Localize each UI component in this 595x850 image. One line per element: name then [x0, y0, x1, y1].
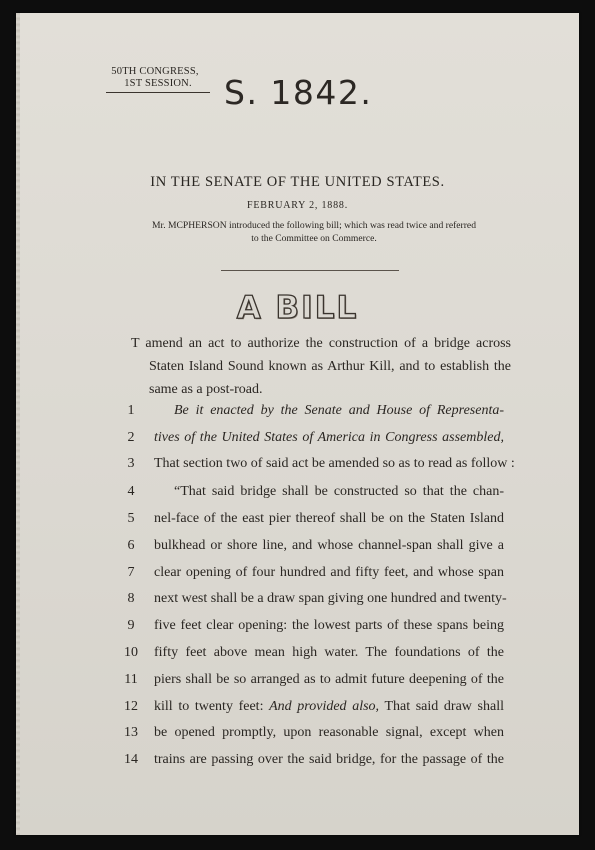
line-text-plain: kill to twenty feet: [154, 699, 270, 714]
line-text-italic: And provided also, [269, 699, 380, 714]
bill-heading: A BILL [236, 290, 359, 326]
bill-date: FEBRUARY 2, 1888. [246, 200, 349, 211]
document-page [16, 13, 579, 835]
bill-line [116, 725, 516, 745]
line-text: clear opening of four hundred and fifty feet, and whose span [154, 565, 504, 580]
divider-rule [221, 270, 399, 271]
line-text: piers shall be so arranged as to admit future deepening of the [154, 672, 504, 687]
line-number: 2 [127, 430, 135, 445]
line-number: 7 [127, 565, 135, 580]
line-number: 13 [124, 725, 138, 740]
line-text: fifty feet above mean high water. The foundations of the [154, 645, 504, 660]
line-number: 5 [127, 511, 135, 526]
line-number: 10 [124, 645, 138, 660]
line-text-plain: That said draw shall [379, 699, 505, 714]
bill-line [116, 484, 516, 504]
line-number: 6 [127, 538, 135, 553]
bill-line [116, 752, 516, 772]
bill-line [116, 403, 516, 423]
bill-title [131, 332, 511, 401]
bill-title-line: T amend an act to authorize the construction of a bridge across [131, 336, 511, 351]
line-text: nel-face of the east pier thereof shall be on the Staten Island [154, 511, 504, 526]
bill-line [116, 538, 516, 558]
line-text: trains are passing over the said bridge, for the passage of the [154, 752, 504, 767]
line-text: bulkhead or shore line, and whose channel-span shall give a [154, 538, 504, 553]
session-number: 1ST SESSION. [106, 78, 210, 93]
bill-line [116, 591, 516, 611]
introduction-note [114, 219, 514, 245]
bill-line [116, 618, 516, 638]
intro-line-2: to the Committee on Commerce. [251, 233, 377, 244]
intro-line-1: Mr. MCPHERSON introduced the following bill; which was read twice and referred [152, 220, 476, 231]
line-number: 14 [124, 752, 138, 767]
congress-session-label [100, 66, 210, 93]
congress-number: 50TH CONGRESS, [111, 66, 199, 77]
line-number: 12 [124, 699, 138, 714]
line-number: 9 [127, 618, 135, 633]
bill-line [116, 699, 516, 719]
line-text: Be it enacted by the Senate and House of Representa- [174, 403, 504, 418]
senate-heading: IN THE SENATE OF THE UNITED STATES. [150, 174, 445, 190]
bill-line [116, 430, 516, 450]
bill-number: S. 1842. [224, 73, 373, 112]
bill-line [116, 672, 516, 692]
line-text [154, 699, 504, 715]
bill-title-line: same as a post-road. [149, 382, 263, 397]
line-number: 1 [127, 403, 135, 418]
bill-line [116, 456, 516, 476]
line-text: That section two of said act be amended so as to read as follow : [154, 456, 515, 471]
line-number: 3 [127, 456, 135, 471]
bill-line [116, 511, 516, 531]
line-number: 8 [127, 591, 135, 606]
line-number: 4 [127, 484, 135, 499]
bill-title-line: Staten Island Sound known as Arthur Kill, and to establish the [149, 359, 511, 374]
line-text: “That said bridge shall be constructed so that the chan- [174, 484, 504, 499]
bill-line [116, 565, 516, 585]
line-text: tives of the United States of America in Congress assembled, [154, 430, 504, 445]
line-text: five feet clear opening: the lowest parts of these spans being [154, 618, 504, 633]
line-text: be opened promptly, upon reasonable signal, except when [154, 725, 504, 740]
bill-line [116, 645, 516, 665]
line-text: next west shall be a draw span giving one hundred and twenty- [154, 591, 507, 606]
line-number: 11 [124, 672, 138, 687]
